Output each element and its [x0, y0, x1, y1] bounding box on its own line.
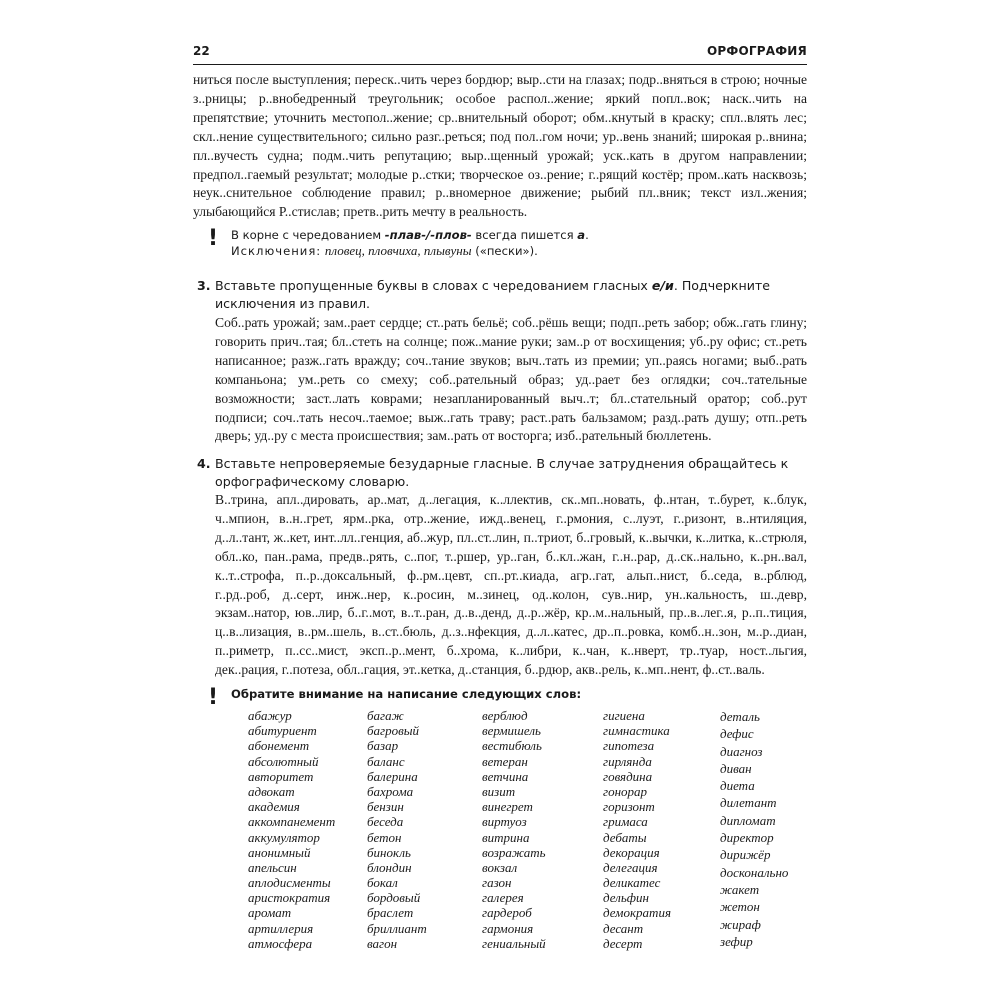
word-column-2: багаж багровый базар баланс балерина бахрома бензин беседа бетон бинокль блондин бокал бордовый браслет бриллиант вагон	[367, 708, 427, 951]
task-4-body: В..трина, апл..дировать, ар..мат, д..легация, к..ллектив, ск..мп..новать, ф..нтан, т..бурет, к..блук, ч..мпион, в..н..грет, ярм..рка, отр..жение, ижд..венец, г..рмония, с..луэт, г..ризонт, в..нтиляция, д..л..тант, ж..кет, инт..лл..генция, аб..жур, пл..ст..лин, п..триот, б..гровый, к..вычки, к..литка, к..стрюля, обл..ко, пан..рама, предв..рять, с..пог, т..ршер, ур..ган, б..кл..жан, г..н..рар, д..ск..нально, к..рн..вал, к..т..строфа, п..р..доксальный, ф..рм..цевт, сп..рт..киада, агр..гат, альп..нист, б..седа, в..рблюд, г..рд..роб, д..серт, инж..нер, к..росин, м..зинец, од..колон, сув..нир, ун..кальность, ш..девр, экзам..натор, юв..лир, б..г..мот, в..т..ран, д..в..денд, д..р..жёр, кр..м..нальный, пр..в..лег..я, р..п..тиция, ц..в..лизация, в..рм..шель, в..ст..бюль, д..з..нфекция, д..л..катес, др..п..ровка, комб..н..зон, м..р..диан, п..риметр, п..сс..мист, эксп..р..мент, б..хрома, к..либри, к..чан, к..нверт, тр..туар, ност..льгия, дек..рация, г..потеза, обл..гация, эт..кетка, д..станция, б..рдюр, акв..рель, к..мп..нент, ф..ст..валь.	[215, 492, 807, 678]
word-column-4: гигиена гимнастика гипотеза гирлянда говядина гонорар горизонт гримаса дебаты декорация делегация деликатес дельфин демократия десант десерт	[603, 708, 671, 951]
page-number: 22	[193, 44, 210, 58]
exclamation-icon: !	[208, 226, 219, 251]
word-column-5: деталь дефис диагноз диван диета дилетант дипломат директор дирижёр досконально жакет жетон жираф зефир	[720, 709, 789, 949]
task-instruction: Вставьте непроверяемые безударные гласные. В случае затруднения обращайтесь к орфографическому словарю.	[215, 456, 789, 489]
rule-note	[208, 226, 805, 259]
task-number: 4.	[197, 456, 211, 471]
task-3-body: Соб..рать урожай; зам..рает сердце; ст..рать бельё; соб..рёшь вещи; подп..реть забор; обж..гать глину; говорить прич..тая; бл..стеть на солнце; пож..мание руки; зам..р от восхищения; уб..ру офис; ст..реть написанное; разж..гать вражду; соч..тание звуков; выч..тать из премии; уп..раясь ногами; выб..рать компаньона; ум..реть со смеху; соб..рательный образ; уд..рает без оглядки; соч..тательные возможности; заст..лать коврами; незапланированный выч..т; бл..стательный оратор; соб..рут подписи; соч..тать несоч..таемое; выж..гать траву; раст..рать бальзамом; разд..рать душу; отп..реть дверь; уд..ру с места происшествия; зам..рать от восторга; изб..рательный бюллетень.	[215, 315, 807, 444]
rule-note-text: В корне с чередованием -плав-/-плов- всегда пишется а. Исключения: пловец, пловчиха, плывуны («пески»).	[231, 228, 589, 258]
task-4-heading	[193, 455, 807, 491]
word-column-3: верблюд вермишель вестибюль ветеран ветчина визит винегрет виртуоз витрина возражать вокзал газон галерея гардероб гармония гениальный	[482, 708, 546, 951]
word-list	[248, 708, 808, 958]
exclamation-icon: !	[208, 685, 219, 710]
task-number: 3.	[197, 278, 211, 293]
intro-paragraph: ниться после выступления; переск..чить через бордюр; выр..сти на глазах; подр..вняться в строю; ночные з..рницы; р..внобедренный треугольник; особое распол..жение; яркий попл..вок; наск..чить на препятствие; уточнить местопол..жение; ср..внительный оборот; обм..кнутый в краску; спл..влять лес; скл..нение существительного; сильно разг..реться; под пол..гом ночи; ур..вень знаний; широкая р..внина; пл..вучесть судна; подм..чить репутацию; выр..щенный урожай; уск..кать в другом направлении; предпол..гаемый результат; молодые р..стки; творческое оз..рение; г..рящий костёр; пром..кать насквозь; неук..снительное соблюдение правил; р..вномерное движение; рыбий пл..вник; текст изл..жения; улыбающийся Р..стислав; претв..рить мечту в реальность.	[193, 72, 807, 220]
word-column-1: абажур абитуриент абонемент абсолютный авторитет адвокат академия аккомпанемент аккумулятор анонимный апельсин аплодисменты аристократия аромат артиллерия атмосфера	[248, 708, 336, 951]
task-3-heading	[193, 277, 807, 313]
page-header	[193, 42, 807, 65]
task-instruction: Вставьте пропущенные буквы в словах с чередованием гласных е/и. Подчеркните исключения из правил.	[215, 278, 771, 311]
section-title: ОРФОГРАФИЯ	[706, 44, 807, 58]
words-note	[208, 685, 805, 710]
words-note-title: Обратите внимание на написание следующих слов:	[231, 687, 582, 701]
